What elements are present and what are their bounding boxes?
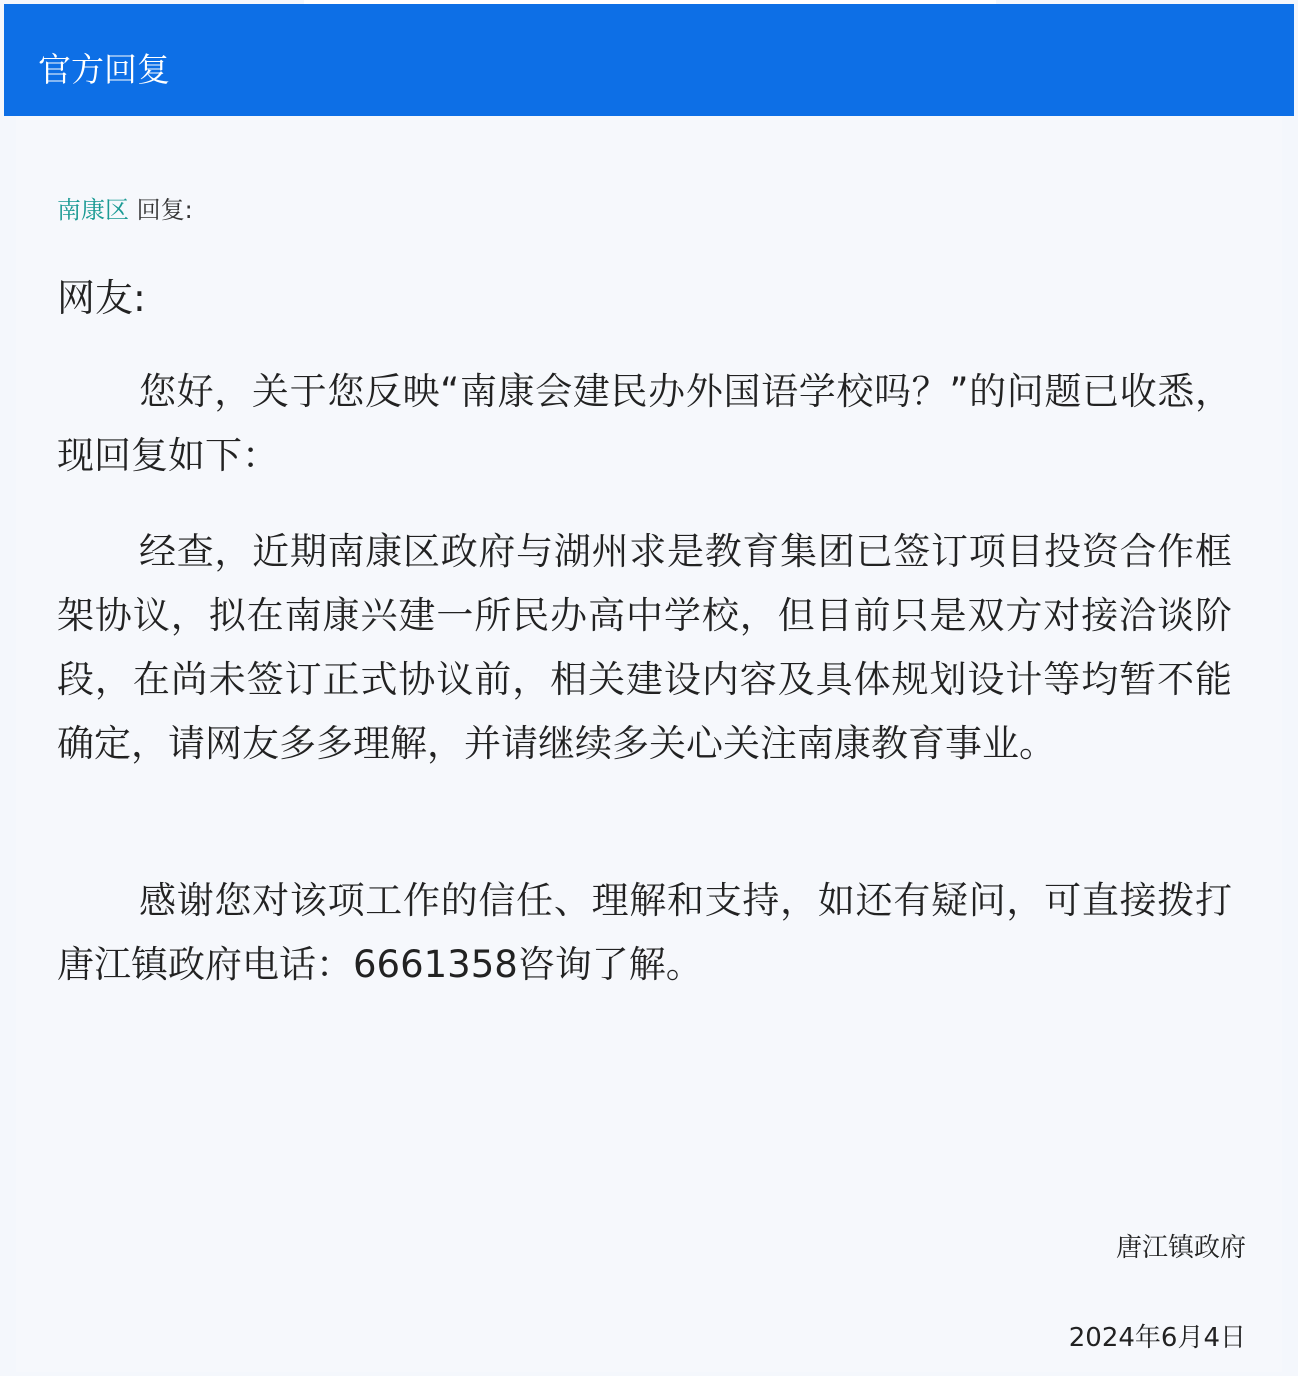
reply-paragraph: 您好，关于您反映“南康会建民办外国语学校吗？”的问题已收悉，现回复如下： (57, 370, 1232, 477)
signature: 唐江镇政府 (1115, 1233, 1246, 1263)
reply-label: 回复: (129, 196, 193, 224)
salutation: 网友: (57, 276, 146, 320)
reply-date: 2024年6月4日 (1068, 1323, 1246, 1353)
official-reply-header (4, 4, 1294, 116)
reply-source (57, 192, 193, 228)
header-title: 官方回复 (38, 50, 170, 89)
reply-paragraph: 感谢您对该项工作的信任、理解和支持，如还有疑问，可直接拨打唐江镇政府电话：6661358咨询了解。 (57, 879, 1232, 986)
reply-paragraph: 经查，近期南康区政府与湖州求是教育集团已签订项目投资合作框架协议，拟在南康兴建一所民办高中学校，但目前只是双方对接洽谈阶段，在尚未签订正式协议前，相关建设内容及具体规划设计等均暂不能确定，请网友多多理解，并请继续多关心关注南康教育事业。 (57, 530, 1232, 765)
department-link[interactable]: 南康区 (57, 196, 129, 224)
